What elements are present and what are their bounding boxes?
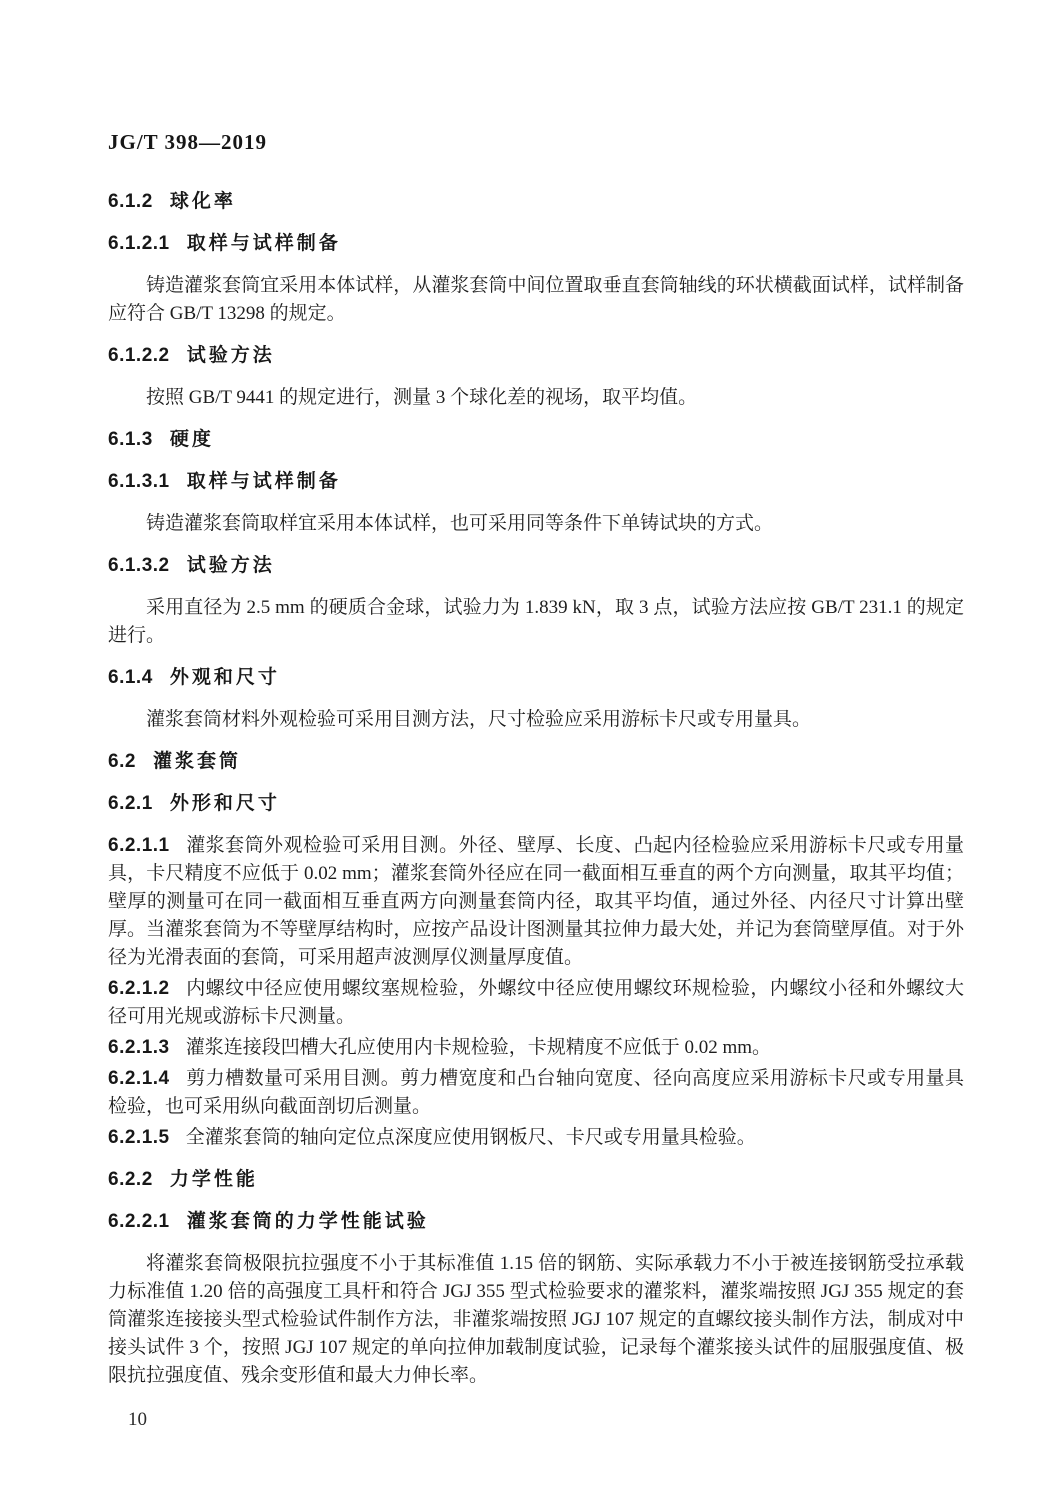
section-number: 6.1.2.2 — [108, 345, 170, 366]
standard-code-header: JG/T 398—2019 — [108, 130, 268, 154]
section-number: 6.2.2 — [108, 1169, 153, 1190]
body-paragraph: 铸造灌浆套筒取样宜采用本体试样，也可采用同等条件下单铸试块的方式。 — [146, 513, 774, 534]
clause-text: 灌浆连接段凹槽大孔应使用内卡规检验，卡规精度不应低于 0.02 mm。 — [185, 1037, 772, 1058]
body-paragraph: 灌浆套筒材料外观检验可采用目测方法，尺寸检验应采用游标卡尺或专用量具。 — [146, 709, 812, 730]
clause-number: 6.2.1.2 — [108, 978, 170, 999]
body-paragraph: 采用直径为 2.5 mm 的硬质合金球，试验力为 1.839 kN，取 3 点，试验方法应按 GB/T 231.1 的规定进行。 — [108, 597, 964, 646]
section-heading — [108, 188, 964, 216]
section-number: 6.1.2.1 — [108, 233, 170, 254]
section-number: 6.1.2 — [108, 191, 153, 212]
section-title: 力学性能 — [169, 1169, 258, 1190]
clause-text: 灌浆套筒外观检验可采用目测。外径、壁厚、长度、凸起内径检验应采用游标卡尺或专用量具，卡尺精度不应低于 0.02 mm；灌浆套筒外径应在同一截面相互垂直的两个方向测量，取其平均值；壁厚的测量可在同一截面相互垂直两方向测量套筒内径，取其平均值，通过外径、内径尺寸计算出壁厚。当灌浆套筒为不等壁厚结构时，应按产品设计图测量其拉伸力最大处，并记为套筒壁厚值。对于外径为光滑表面的套筒，可采用超声波测厚仪测量厚度值。 — [108, 835, 964, 968]
section-title: 外观和尺寸 — [169, 667, 280, 688]
body-paragraph: 铸造灌浆套筒宜采用本体试样，从灌浆套筒中间位置取垂直套筒轴线的环状横截面试样，试样制备应符合 GB/T 13298 的规定。 — [108, 275, 964, 324]
section-heading — [108, 1166, 964, 1194]
section-title: 取样与试样制备 — [186, 233, 341, 254]
section-number: 6.2.2.1 — [108, 1211, 170, 1232]
section-heading — [108, 748, 964, 776]
clause-number: 6.2.1.3 — [108, 1037, 170, 1058]
section-title: 试验方法 — [186, 555, 275, 576]
section-number: 6.1.3.2 — [108, 555, 170, 576]
clause-number: 6.2.1.5 — [108, 1127, 170, 1148]
clause-text: 全灌浆套筒的轴向定位点深度应使用钢板尺、卡尺或专用量具检验。 — [185, 1127, 756, 1148]
section-number: 6.1.3 — [108, 429, 153, 450]
clause-paragraph — [108, 1065, 964, 1121]
section-title: 灌浆套筒 — [153, 751, 242, 772]
section-heading — [108, 342, 964, 370]
section-number: 6.1.4 — [108, 667, 153, 688]
section-title: 灌浆套筒的力学性能试验 — [186, 1211, 429, 1232]
section-heading — [108, 230, 964, 258]
clause-number: 6.2.1.4 — [108, 1068, 170, 1089]
clause-paragraph — [108, 1034, 964, 1062]
section-heading — [108, 468, 964, 496]
section-heading — [108, 552, 964, 580]
clause-number: 6.2.1.1 — [108, 835, 170, 856]
section-number: 6.1.3.1 — [108, 471, 170, 492]
body-paragraph: 将灌浆套筒极限抗拉强度不小于其标准值 1.15 倍的钢筋、实际承载力不小于被连接钢筋受拉承载力标准值 1.20 倍的高强度工具杆和符合 JGJ 355 型式检验要求的灌浆料，灌浆端按照 JGJ 355 规定的套筒灌浆连接接头型式检验试件制作方法，非灌浆端按照 JGJ 107 规定的直螺纹接头制作方法，制成对中接头试件 3 个，按照 JGJ 107 规定的单向拉伸加载制度试验，记录每个灌浆接头试件的屈服强度值、极限抗拉强度值、残余变形值和最大力伸长率。 — [108, 1253, 964, 1386]
section-number: 6.2.1 — [108, 793, 153, 814]
section-heading — [108, 426, 964, 454]
clause-text: 剪力槽数量可采用目测。剪力槽宽度和凸台轴向宽度、径向高度应采用游标卡尺或专用量具检验，也可采用纵向截面剖切后测量。 — [108, 1068, 964, 1117]
clause-paragraph — [108, 975, 964, 1031]
section-number: 6.2 — [108, 751, 136, 772]
section-title: 外形和尺寸 — [169, 793, 280, 814]
page-number: 10 — [128, 1409, 147, 1430]
section-heading — [108, 1208, 964, 1236]
clause-text: 内螺纹中径应使用螺纹塞规检验，外螺纹中径应使用螺纹环规检验，内螺纹小径和外螺纹大径可用光规或游标卡尺测量。 — [108, 978, 964, 1027]
section-title: 硬度 — [169, 429, 214, 450]
section-title: 球化率 — [169, 191, 236, 212]
section-title: 取样与试样制备 — [186, 471, 341, 492]
body-paragraph: 按照 GB/T 9441 的规定进行，测量 3 个球化差的视场，取平均值。 — [146, 387, 698, 408]
section-heading — [108, 790, 964, 818]
clause-paragraph — [108, 1124, 964, 1152]
section-title: 试验方法 — [186, 345, 275, 366]
document-body — [108, 188, 964, 1390]
clause-paragraph — [108, 832, 964, 972]
section-heading — [108, 664, 964, 692]
